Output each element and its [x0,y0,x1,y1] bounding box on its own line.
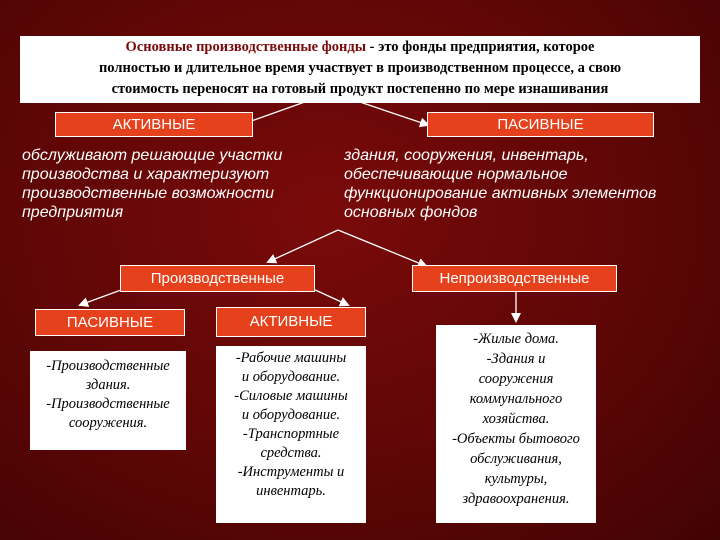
list-item: здравоохранения. [462,491,570,507]
arrow-to-production [268,230,338,262]
list-item: сооружения [478,371,554,387]
prod-passive-list [30,351,186,450]
active-desc-line: производства и характеризуют [22,166,270,183]
definition-title [20,36,700,103]
list-item: обслуживания, [470,451,562,467]
passive-desc-line: здания, сооружения, инвентарь, [344,147,589,164]
list-item: -Производственные [46,358,170,374]
list-item: -Объекты бытового [452,431,580,447]
list-item: -Производственные [46,396,170,412]
active-description [22,146,322,222]
passive-desc-line: функционирование активных элементов [344,185,657,202]
passive-desc-line: основных фондов [344,204,478,221]
title-highlight: Основные производственные фонды [125,39,367,55]
prod-passive-box: ПАСИВНЫЕ [35,309,185,336]
active-box: АКТИВНЫЕ [55,112,253,137]
list-item: культуры, [484,471,548,487]
active-desc-line: производственные возможности [22,185,275,202]
title-line-2: полностью и длительное время участвует в производственном процессе, а свою [98,60,622,76]
production-box: Производственные [120,265,315,292]
title-rest: - это фонды предприятия, которое [366,39,595,55]
list-item: средства. [260,445,322,461]
list-item: и оборудование. [241,369,341,385]
list-item: здания. [85,377,131,393]
prod-active-list [216,346,366,523]
list-item: -Рабочие машины [235,350,347,366]
passive-desc-line: обеспечивающие нормальное [344,166,568,183]
arrow-to-nonproduction [338,230,426,266]
list-item: -Здания и [486,351,546,367]
passive-box: ПАСИВНЫЕ [427,112,654,137]
prod-active-box: АКТИВНЫЕ [216,307,366,337]
list-item: -Силовые машины [234,388,348,404]
active-desc-line: предприятия [22,204,124,221]
list-item: -Жилые дома. [473,331,559,347]
list-item: хозяйства. [482,411,550,427]
active-desc-line: обслуживают решающие участки [22,147,283,164]
title-line-3: стоимость переносят на готовый продукт постепенно по мере изнашивания [111,81,609,97]
list-item: и оборудование. [241,407,341,423]
list-item: -Транспортные [242,426,340,442]
list-item: инвентарь. [256,483,326,499]
list-item: сооружения. [68,415,148,431]
nonproduction-list [436,325,596,523]
list-item: коммунального [469,391,563,407]
passive-description [344,146,694,222]
nonproduction-box: Непроизводственные [412,265,617,292]
list-item: -Инструменты и [237,464,345,480]
